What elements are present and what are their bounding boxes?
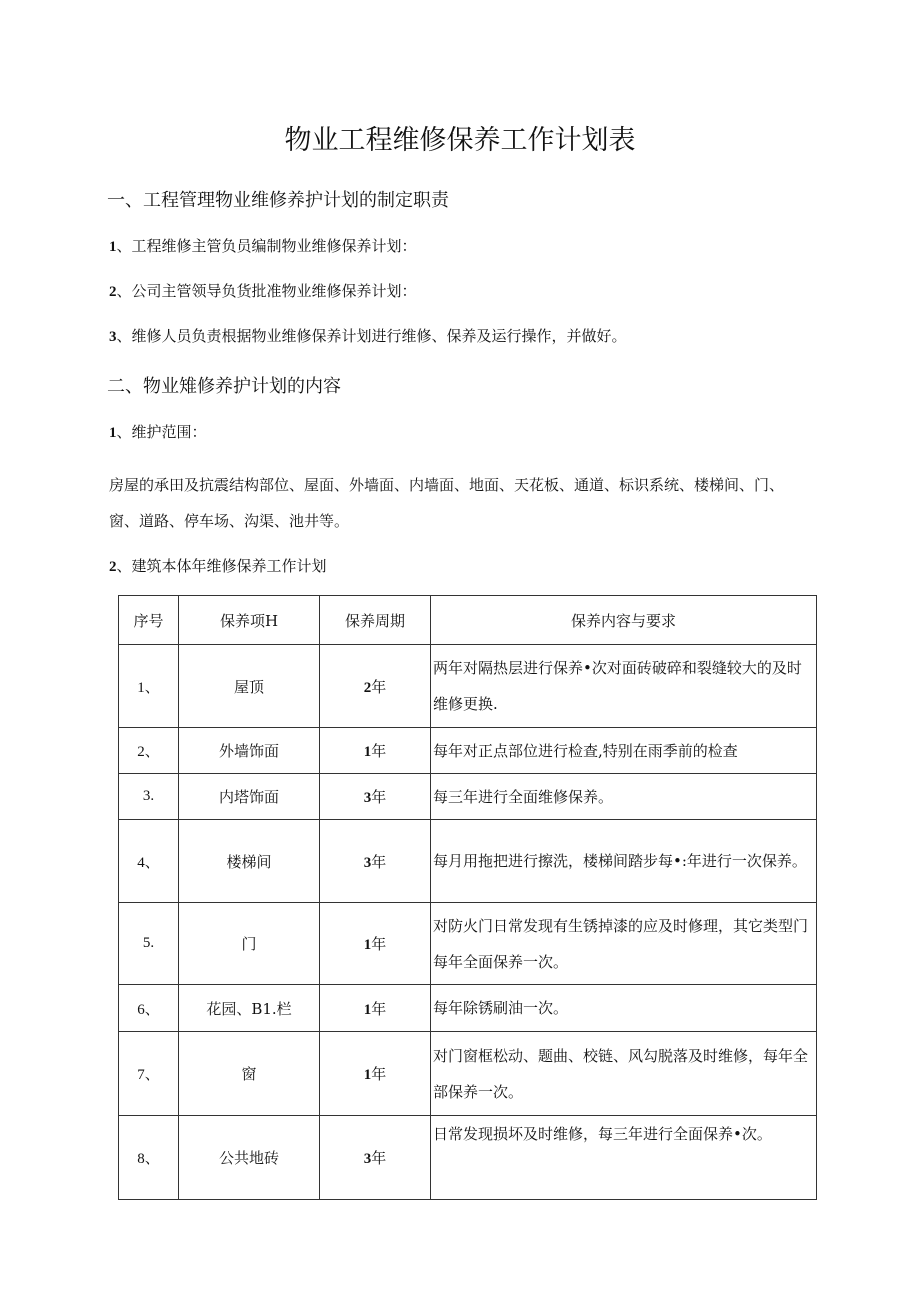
row-content: 对门窗框松动、题曲、校链、风勾脱落及时维修，每年全部保养一次。 [431, 1032, 817, 1116]
cycle-unit: 年 [371, 788, 387, 806]
item-text: 、维修人员负责根据物业维修保养计划进行维修、保养及运行操作，并做好。 [116, 327, 627, 345]
cycle-unit: 年 [371, 1065, 387, 1083]
table-row [119, 1032, 817, 1116]
item-number: 1 [109, 425, 117, 441]
row-no: 2、 [119, 728, 179, 774]
header-no: 序号 [119, 596, 179, 645]
item-text: 、公司主管领导负货批准物业维修保养计划： [116, 282, 417, 300]
row-cycle [320, 1116, 431, 1200]
table-row [119, 820, 817, 903]
table-row [119, 903, 817, 985]
row-content: 每三年进行全面维修保养。 [431, 774, 817, 820]
cycle-unit: 年 [371, 999, 387, 1018]
cycle-number: 3 [363, 1151, 372, 1167]
row-cycle [320, 645, 431, 728]
row-no: 5. [119, 903, 179, 985]
item-text: 、工程维修主管负员编制物业维修保养计划： [116, 237, 417, 255]
table-row [119, 645, 817, 728]
cycle-number: 1 [363, 744, 372, 760]
header-cycle: 保养周期 [320, 596, 431, 645]
section1-heading: 一、工程管理物业维修养护计划的制定职责 [107, 190, 449, 211]
item-number: 2 [109, 284, 117, 300]
row-cycle [320, 903, 431, 985]
row-item: 花园、B1.栏 [179, 985, 320, 1032]
cycle-unit: 年 [371, 852, 387, 871]
row-no: 4、 [119, 820, 179, 903]
row-item: 屋顶 [179, 645, 320, 728]
row-no: 1、 [119, 645, 179, 728]
row-item: 内塔饰面 [179, 774, 320, 820]
page-title: 物业工程维修保养工作计划表 [284, 125, 636, 156]
section1-item-2 [109, 281, 417, 302]
section1-item-1 [109, 236, 417, 257]
item-number: 1 [109, 239, 117, 255]
row-content: 每年除锈刷油一次。 [431, 985, 817, 1032]
row-content: 日常发现损坏及时维修，每三年进行全面保养•次。 [431, 1116, 817, 1200]
row-content: 两年对隔热层进行保养•次对面砖破碎和裂缝较大的及时维修更换. [431, 645, 817, 728]
item-number: 3 [109, 329, 117, 345]
item-text: 、维护范围： [116, 423, 207, 441]
table-row [119, 728, 817, 774]
cycle-number: 3 [363, 854, 372, 871]
row-cycle [320, 728, 431, 774]
section2-sub1 [109, 422, 207, 443]
cycle-number: 2 [363, 679, 372, 696]
cycle-unit: 年 [371, 742, 387, 760]
table-header-row [119, 596, 817, 645]
cycle-unit: 年 [371, 1149, 387, 1167]
section2-heading: 二、物业雉修养护计划的内容 [107, 376, 341, 397]
row-cycle [320, 820, 431, 903]
maintenance-plan-table [118, 595, 817, 1200]
row-cycle [320, 1032, 431, 1116]
table-row [119, 1116, 817, 1200]
item-number: 2 [109, 559, 117, 575]
table-row [119, 774, 817, 820]
row-content: 每月用拖把进行擦洗，楼梯间踏步每•:年进行一次保养。 [431, 820, 817, 903]
row-content: 对防火门日常发现有生锈掉漆的应及时修理，其它类型门每年全面保养一次。 [431, 903, 817, 985]
row-cycle [320, 774, 431, 820]
header-content: 保养内容与要求 [431, 596, 817, 645]
row-item: 门 [179, 903, 320, 985]
row-no: 3. [119, 774, 179, 820]
row-item: 公共地砖 [179, 1116, 320, 1200]
row-item: 窗 [179, 1032, 320, 1116]
row-content: 每年对正点部位进行检查,特别在雨季前的检查 [431, 728, 817, 774]
cycle-unit: 年 [371, 677, 387, 696]
row-no: 7、 [119, 1032, 179, 1116]
cycle-number: 3 [363, 790, 372, 806]
cycle-number: 1 [363, 1067, 372, 1083]
row-item: 楼梯间 [179, 820, 320, 903]
table-row [119, 985, 817, 1032]
section1-item-3 [109, 326, 627, 347]
row-item: 外墙饰面 [179, 728, 320, 774]
scope-paragraph: 房屋的承田及抗震结构部位、屋面、外墙面、内墙面、地面、天花板、通道、标识系统、楼梯间、门、窗、道路、停车场、沟渠、池井等。 [109, 476, 785, 530]
row-cycle [320, 985, 431, 1032]
header-item: 保养项H [179, 596, 320, 645]
row-no: 8、 [119, 1116, 179, 1200]
cycle-number: 1 [363, 937, 372, 953]
row-no: 6、 [119, 985, 179, 1032]
item-text: 、建筑本体年维修保养工作计划 [116, 557, 327, 575]
cycle-number: 1 [363, 1001, 372, 1018]
cycle-unit: 年 [371, 935, 387, 953]
section2-sub2 [109, 556, 327, 577]
